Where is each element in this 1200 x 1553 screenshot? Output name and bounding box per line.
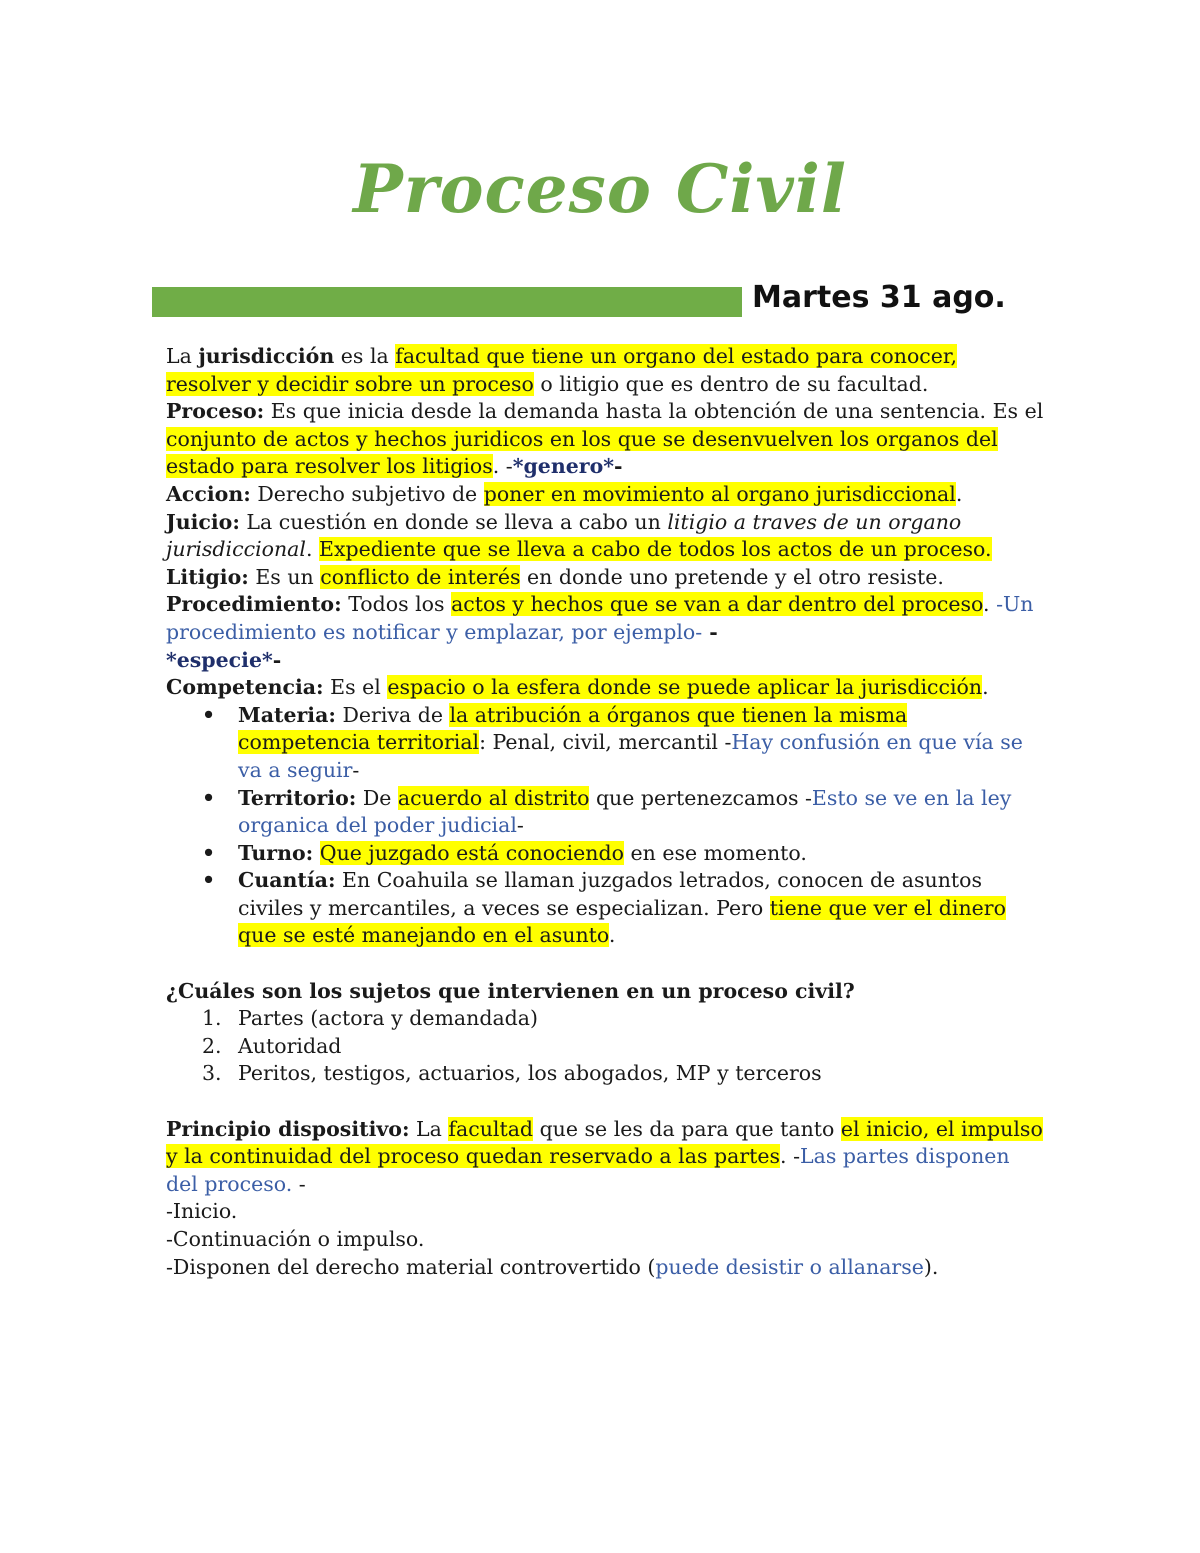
term: Principio dispositivo: xyxy=(166,1116,410,1141)
list-text: Partes (actora y demandada) xyxy=(238,1006,539,1031)
text: . - xyxy=(492,454,513,479)
text: . xyxy=(983,592,997,617)
term: Accion: xyxy=(166,481,251,506)
text: Es que inicia desde la demanda hasta la obtención de una sentencia. Es el xyxy=(264,399,1044,424)
list-number: 3. xyxy=(202,1061,222,1086)
text: Todos los xyxy=(341,592,452,617)
term: Materia: xyxy=(238,702,336,727)
list-number: 1. xyxy=(202,1006,222,1031)
text: - xyxy=(352,757,360,782)
date-label: Martes 31 ago. xyxy=(752,280,1006,315)
paragraph-principio-dispositivo xyxy=(166,1116,1046,1199)
text: en donde uno pretende y el otro resiste. xyxy=(520,564,944,589)
text xyxy=(313,841,320,865)
text: : Penal, civil, mercantil - xyxy=(479,730,732,755)
text: . xyxy=(955,481,963,506)
term: Turno: xyxy=(238,840,314,865)
highlight: actos y hechos que se van a dar dentro del proceso xyxy=(451,592,984,617)
text: . xyxy=(305,537,320,562)
tag-genero: *genero* xyxy=(512,454,614,479)
text: es la xyxy=(334,344,396,368)
competencia-bullet-list xyxy=(166,702,1046,950)
text: De xyxy=(356,785,398,810)
notes-body xyxy=(166,343,1046,1281)
page-title: Proceso Civil xyxy=(353,150,847,228)
text: . - xyxy=(780,1144,800,1169)
list-text: Autoridad xyxy=(238,1033,342,1058)
paragraph-competencia xyxy=(166,674,1046,702)
text: - xyxy=(516,813,524,838)
text: - xyxy=(702,619,718,644)
line-continuacion: -Continuación o impulso. xyxy=(166,1227,425,1251)
note: Las partes disponen del proceso. xyxy=(166,1144,1010,1196)
text: Es un xyxy=(248,564,321,589)
note: Esto se ve en la ley organica del poder judicial xyxy=(238,785,1012,838)
text: - xyxy=(292,1171,306,1196)
spacer xyxy=(166,950,1046,978)
question-heading xyxy=(166,978,1046,1006)
highlight: facultad xyxy=(448,1116,534,1141)
highlight: Expediente que se lleva a cabo de todos los actos de un proceso. xyxy=(319,537,992,562)
list-item-turno xyxy=(238,840,1046,868)
highlight: conjunto de actos y hechos juridicos en los que se desenvuelven los organos del estado para resolver los litigios xyxy=(166,426,998,479)
paragraph-litigio xyxy=(166,564,1046,592)
list-item xyxy=(202,1005,1046,1033)
text: . xyxy=(982,675,989,700)
note: puede desistir o allanarse xyxy=(655,1254,924,1279)
text: . xyxy=(608,923,616,948)
question-text: ¿Cuáles son los sujetos que intervienen en un proceso civil? xyxy=(166,978,855,1003)
text: La cuestión en donde se lleva a cabo un xyxy=(239,509,668,534)
list-item xyxy=(202,1060,1046,1088)
line-inicio: -Inicio. xyxy=(166,1199,238,1224)
note: Hay confusión en que vía se va a seguir xyxy=(238,730,1023,782)
tag-especie: *especie* xyxy=(166,647,273,672)
spacer xyxy=(166,1088,1046,1116)
text: que pertenezcamos - xyxy=(589,785,812,810)
paragraph-juicio xyxy=(166,509,1046,564)
text: - xyxy=(272,647,282,672)
text: La xyxy=(409,1116,449,1141)
text: Deriva de xyxy=(335,702,450,727)
term: Procedimiento: xyxy=(166,592,342,617)
list-item-cuantia xyxy=(238,867,1046,950)
paragraph-accion xyxy=(166,481,1046,509)
text: que se les da para que tanto xyxy=(533,1116,841,1141)
paragraph-procedimiento xyxy=(166,591,1046,674)
list-item-territorio xyxy=(238,785,1046,840)
highlight: el inicio, el impulso y la continuidad del proceso quedan reservado a las partes xyxy=(166,1116,1043,1169)
text: Es el xyxy=(323,675,388,700)
paragraph-proceso xyxy=(166,398,1046,481)
text: En Coahuila se llaman juzgados letrados, conocen de asuntos civiles y mercantiles, a veces se especializan. Pero xyxy=(238,868,982,920)
date-header xyxy=(152,280,1052,324)
italic-text: litigio a traves de un organo jurisdiccional xyxy=(166,509,962,562)
highlight: tiene que ver el dinero que se esté manejando en el asunto xyxy=(238,895,1006,948)
text: o litigio que es dentro de su facultad. xyxy=(533,371,929,396)
text: -Disponen del derecho material controvertido ( xyxy=(166,1254,656,1279)
text: - xyxy=(613,454,623,479)
text: Derecho subjetivo de xyxy=(250,481,484,506)
highlight: poner en movimiento al organo jurisdiccional xyxy=(483,481,956,506)
highlight: acuerdo al distrito xyxy=(397,785,590,810)
term: Litigio: xyxy=(166,564,249,589)
line-disponen xyxy=(166,1254,1046,1282)
green-bar-decoration xyxy=(152,287,742,317)
term: jurisdicción xyxy=(198,344,335,368)
sujetos-numbered-list xyxy=(166,1005,1046,1088)
highlight: espacio o la esfera donde se puede aplicar la jurisdicción xyxy=(387,675,983,700)
list-text: Peritos, testigos, actuarios, los abogados, MP y terceros xyxy=(238,1061,822,1086)
term: Cuantía: xyxy=(238,868,336,893)
highlight: la atribución a órganos que tienen la misma competencia territorial xyxy=(238,702,908,755)
list-item-materia xyxy=(238,702,1046,785)
term: Competencia: xyxy=(166,675,324,700)
term: Juicio: xyxy=(166,509,240,534)
paragraph-jurisdiccion xyxy=(166,343,1046,398)
list-number: 2. xyxy=(202,1033,222,1058)
term: Territorio: xyxy=(238,785,357,810)
list-item xyxy=(202,1033,1046,1061)
highlight: facultad que tiene un organo del estado para conocer, resolver y decidir sobre un proceso xyxy=(166,344,957,396)
text: La xyxy=(166,344,199,368)
term: Proceso: xyxy=(166,399,265,424)
highlight: conflicto de interés xyxy=(320,564,521,589)
note: -Un procedimiento es notificar y emplazar, por ejemplo- xyxy=(166,592,1034,644)
highlight: Que juzgado está conociendo xyxy=(319,840,624,865)
text: en ese momento. xyxy=(623,840,807,865)
text: ). xyxy=(923,1254,939,1279)
